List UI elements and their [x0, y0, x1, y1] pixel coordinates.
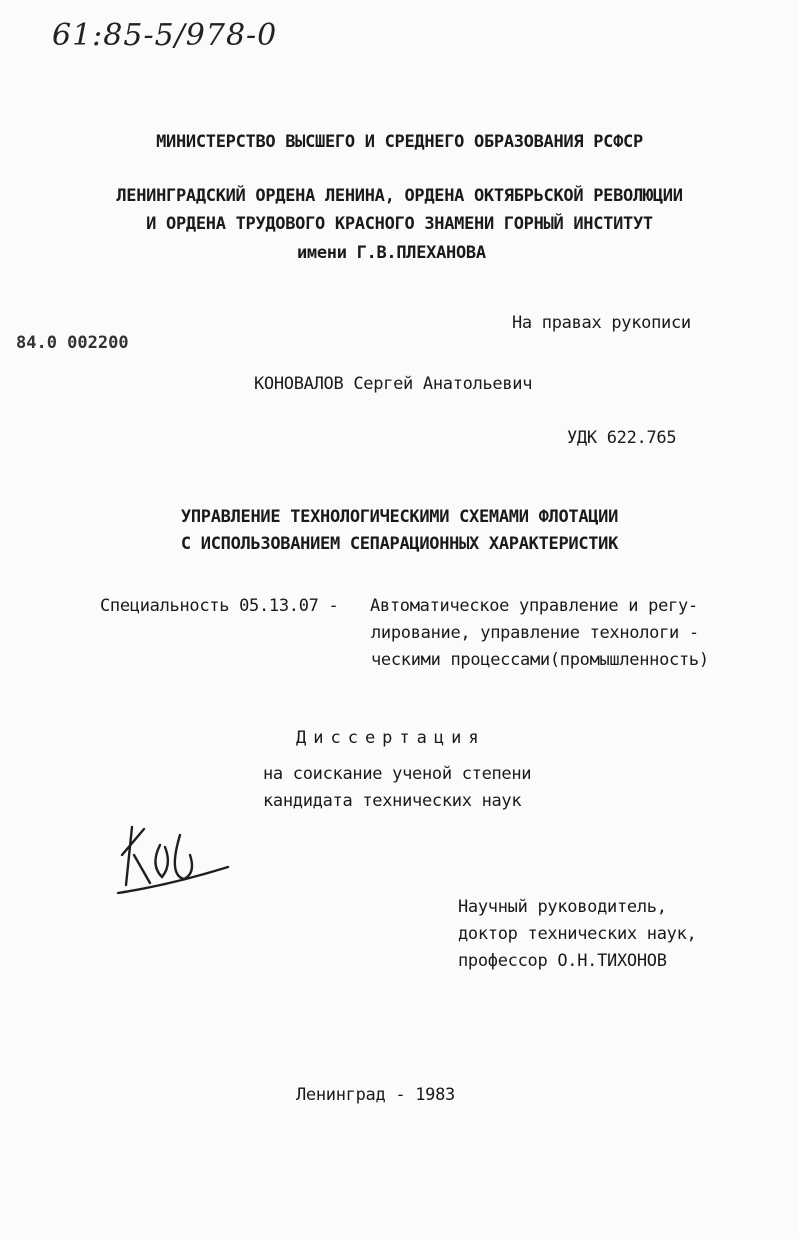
title-line-2: С ИСПОЛЬЗОВАНИЕМ СЕПАРАЦИОННЫХ ХАРАКТЕРИСТИК: [180, 534, 619, 554]
rights-note: На правах рукописи: [512, 313, 691, 333]
udk-code: УДК 622.765: [567, 428, 677, 448]
dissertation-line-1: на соискание ученой степени: [263, 764, 532, 784]
specialty-line-1: Автоматическое управление и регу-: [370, 596, 698, 616]
ministry-heading: МИНИСТЕРСТВО ВЫСШЕГО И СРЕДНЕГО ОБРАЗОВАНИЯ РСФСР: [156, 132, 643, 152]
institute-line-3: имени Г.В.ПЛЕХАНОВА: [297, 243, 486, 263]
signature-image: [110, 815, 240, 905]
institute-line-1: ЛЕНИНГРАДСКИЙ ОРДЕНА ЛЕНИНА, ОРДЕНА ОКТЯБРЬСКОЙ РЕВОЛЮЦИИ: [116, 186, 683, 206]
stamp-number: 84.0 002200: [16, 333, 129, 353]
supervisor-line-3: профессор О.Н.ТИХОНОВ: [458, 951, 667, 971]
specialty-line-3: ческими процессами(промышленность): [371, 650, 709, 670]
dissertation-heading: Диссертация: [296, 728, 486, 748]
title-line-1: УПРАВЛЕНИЕ ТЕХНОЛОГИЧЕСКИМИ СХЕМАМИ ФЛОТАЦИИ: [180, 507, 619, 527]
author-name: КОНОВАЛОВ Сергей Анатольевич: [254, 374, 533, 394]
supervisor-line-1: Научный руководитель,: [458, 897, 667, 917]
specialty-line-2: лирование, управление технологи -: [371, 623, 699, 643]
dissertation-line-2: кандидата технических наук: [263, 791, 522, 811]
handwritten-code: 61:85-5/978-0: [52, 18, 278, 53]
institute-line-2: И ОРДЕНА ТРУДОВОГО КРАСНОГО ЗНАМЕНИ ГОРНЫЙ ИНСТИТУТ: [146, 214, 653, 234]
specialty-label: Специальность 05.13.07 -: [100, 596, 339, 616]
place-year: Ленинград - 1983: [296, 1085, 455, 1105]
supervisor-line-2: доктор технических наук,: [458, 924, 697, 944]
